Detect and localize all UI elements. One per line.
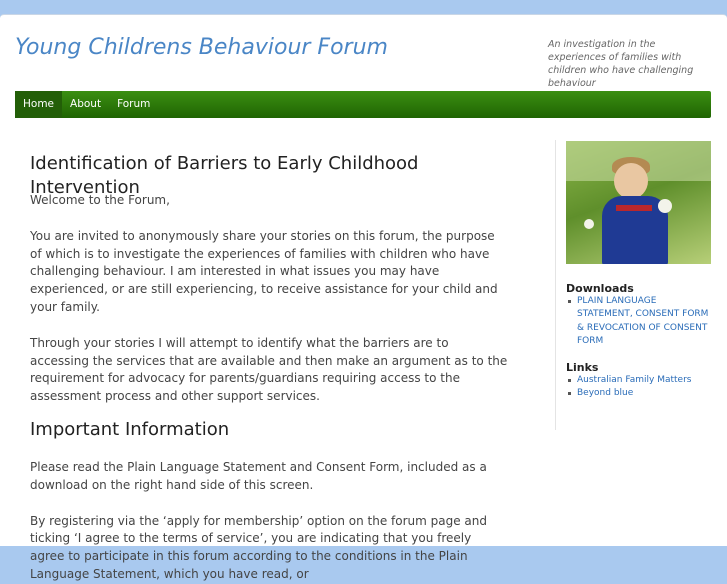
- main-navigation: [15, 91, 711, 118]
- downloads-list: [566, 295, 712, 348]
- column-divider: [555, 140, 556, 430]
- site-tagline: An investigation in the experiences of families with children who have challenging behaviour: [548, 39, 694, 89]
- page-heading: Identification of Barriers to Early Childhood Intervention: [30, 153, 419, 198]
- nav-item-forum[interactable]: Forum: [117, 98, 151, 110]
- link-australian-family-matters[interactable]: Australian Family Matters: [577, 374, 712, 387]
- purpose-paragraph: Through your stories I will attempt to identify what the barriers are to accessing the services that are available and then make an argument as to the requirement for advocacy for parents/guardians requiring access to the assessment process and other support services.: [30, 335, 508, 404]
- downloads-heading: Downloads: [566, 282, 634, 295]
- plain-language-paragraph: Please read the Plain Language Statement and Consent Form, included as a download on the right hand side of this screen.: [30, 459, 487, 492]
- download-link-plain-language-statement[interactable]: PLAIN LANGUAGE STATEMENT, CONSENT FORM & REVOCATION OF CONSENT FORM: [577, 295, 712, 348]
- nav-item-about[interactable]: About: [70, 98, 102, 110]
- nav-item-home[interactable]: Home: [15, 91, 62, 118]
- links-list: [566, 374, 712, 401]
- welcome-paragraph: Welcome to the Forum,: [30, 193, 170, 207]
- main-content: [30, 152, 508, 584]
- registration-paragraph: By registering via the ‘apply for membership’ option on the forum page and ticking ‘I agree to the terms of service’, you are indicating that you freely agree to participate in this forum according to the conditions in the Plain Language Statement, which you have read, or: [30, 513, 488, 581]
- important-heading: Important Information: [30, 418, 230, 440]
- links-heading: Links: [566, 361, 599, 375]
- intro-paragraph: You are invited to anonymously share your stories on this forum, the purpose of which is to investigate the experiences of families with children who have challenging behaviour. I am interested in what issues you may have experienced, or are still experiencing, to receive assistance for your child and your family.: [30, 228, 498, 314]
- site-title[interactable]: Young Childrens Behaviour Forum: [15, 35, 388, 60]
- link-beyond-blue[interactable]: Beyond blue: [577, 387, 712, 400]
- child-photo: [566, 141, 711, 264]
- sidebar: [566, 141, 712, 401]
- page: [0, 14, 727, 581]
